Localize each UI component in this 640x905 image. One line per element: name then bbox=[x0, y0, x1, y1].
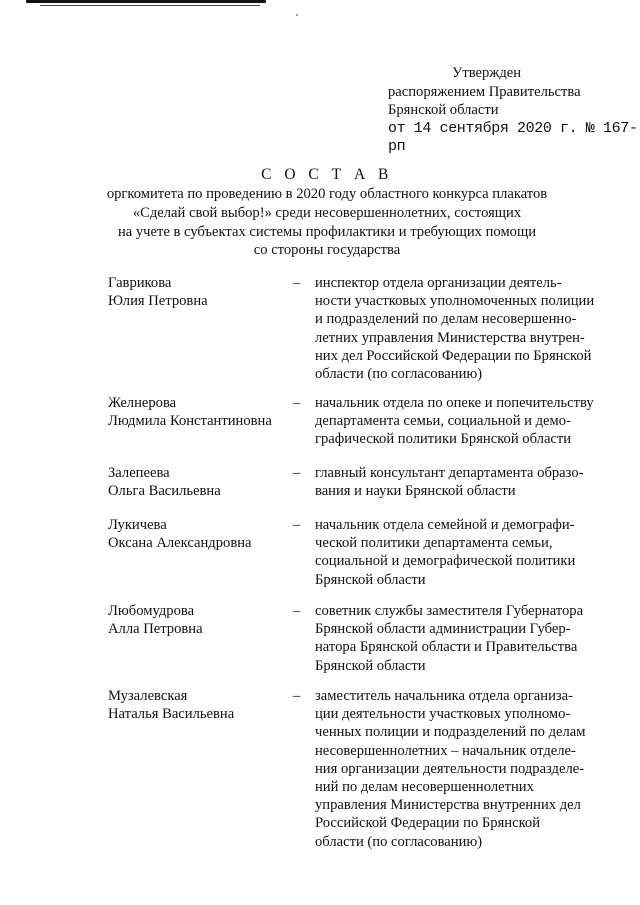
member-name bbox=[108, 394, 301, 430]
position-line: социальной и демографической политики bbox=[315, 553, 576, 570]
position-line: департамента семьи, социальной и демо- bbox=[315, 413, 571, 430]
member-name bbox=[108, 516, 301, 552]
member-position bbox=[315, 394, 611, 449]
position-line: летних управления Министерства внутрен- bbox=[315, 329, 585, 346]
member-surname: Музалевская bbox=[108, 688, 188, 704]
position-line: начальник отдела по опеке и попечительству bbox=[315, 395, 594, 411]
position-line: начальник отдела семейной и демографи- bbox=[315, 517, 575, 533]
dash-separator: – bbox=[293, 517, 301, 533]
member-position bbox=[315, 687, 611, 851]
member-name bbox=[108, 274, 301, 310]
position-line: и подразделений по делам несовершенно- bbox=[315, 311, 577, 328]
position-line: Брянской области bbox=[315, 571, 426, 588]
position-line: советник службы заместителя Губернатора bbox=[315, 603, 584, 619]
position-line: ции деятельности участковых уполномо- bbox=[315, 706, 571, 723]
member-given-names: Наталья Васильевна bbox=[108, 706, 235, 723]
subtitle-line: на учете в субъектах системы профилактики и требующих помощи bbox=[117, 223, 537, 240]
position-line: заместитель начальника отдела организа- bbox=[315, 688, 574, 704]
dash-separator: – bbox=[293, 275, 301, 291]
position-line: инспектор отдела организации деятель- bbox=[315, 275, 562, 291]
position-line: вания и науки Брянской области bbox=[315, 483, 516, 500]
approval-stamp bbox=[388, 64, 640, 157]
document-title: С О С Т А В bbox=[261, 166, 393, 183]
subtitle-line: «Сделай свой выбор!» среди несовершеннолетних, состоящих bbox=[132, 204, 522, 221]
position-line: них дел Российской Федерации по Брянской bbox=[315, 347, 592, 364]
member-given-names: Оксана Александровна bbox=[108, 535, 252, 552]
position-line: несовершеннолетних – начальник отделе- bbox=[315, 742, 576, 759]
position-line: ности участковых уполномоченных полиции bbox=[315, 293, 595, 310]
dash-separator: – bbox=[293, 688, 301, 704]
scan-artifact-bar bbox=[26, 0, 266, 3]
subtitle-line: со стороны государства bbox=[253, 242, 401, 259]
member-given-names: Людмила Константиновна bbox=[108, 413, 272, 430]
approval-line-2: распоряжением Правительства bbox=[388, 83, 581, 100]
approval-line-1: Утвержден bbox=[452, 65, 522, 81]
member-name bbox=[108, 464, 301, 500]
position-line: натора Брянской области и Правительства bbox=[315, 639, 578, 656]
position-line: ний по делам несовершеннолетних bbox=[315, 779, 534, 796]
member-position bbox=[315, 516, 611, 589]
member-surname: Залепеева bbox=[108, 465, 170, 481]
position-line: Российской Федерации по Брянской bbox=[315, 815, 541, 832]
member-position bbox=[315, 274, 611, 383]
member-surname: Желнерова bbox=[108, 395, 177, 411]
position-line: главный консультант департамента образо- bbox=[315, 465, 584, 481]
position-line: ния организации деятельности подразделе- bbox=[315, 760, 585, 777]
position-line: графической политики Брянской области bbox=[315, 431, 572, 448]
position-line: области (по согласованию) bbox=[315, 366, 483, 383]
position-line: Брянской области bbox=[315, 657, 426, 674]
position-line: ческой политики департамента семьи, bbox=[315, 535, 553, 552]
dash-separator: – bbox=[293, 603, 301, 619]
title-block bbox=[0, 165, 640, 260]
approval-line-3: Брянской области bbox=[388, 102, 499, 118]
member-surname: Любомудрова bbox=[108, 603, 195, 619]
member-name bbox=[108, 687, 301, 723]
scan-artifact-speck bbox=[296, 14, 298, 16]
position-line: области (по согласованию) bbox=[315, 833, 483, 850]
approval-date: от 14 сентября 2020 г. № 167-рп bbox=[388, 119, 638, 155]
position-line: управления Министерства внутренних дел bbox=[315, 797, 581, 814]
member-position bbox=[315, 464, 611, 500]
member-given-names: Ольга Васильевна bbox=[108, 483, 221, 500]
scan-artifact-line bbox=[40, 5, 260, 6]
position-line: Брянской области администрации Губер- bbox=[315, 621, 571, 638]
member-surname: Гаврикова bbox=[108, 275, 172, 291]
position-line: ченных полиции и подразделений по делам bbox=[315, 724, 586, 741]
subtitle-line: оргкомитета по проведению в 2020 году областного конкурса плакатов bbox=[106, 186, 548, 202]
dash-separator: – bbox=[293, 395, 301, 411]
member-name bbox=[108, 602, 301, 638]
member-surname: Лукичева bbox=[108, 517, 167, 533]
member-position bbox=[315, 602, 611, 675]
dash-separator: – bbox=[293, 465, 301, 481]
member-given-names: Алла Петровна bbox=[108, 621, 203, 638]
member-given-names: Юлия Петровна bbox=[108, 293, 208, 310]
